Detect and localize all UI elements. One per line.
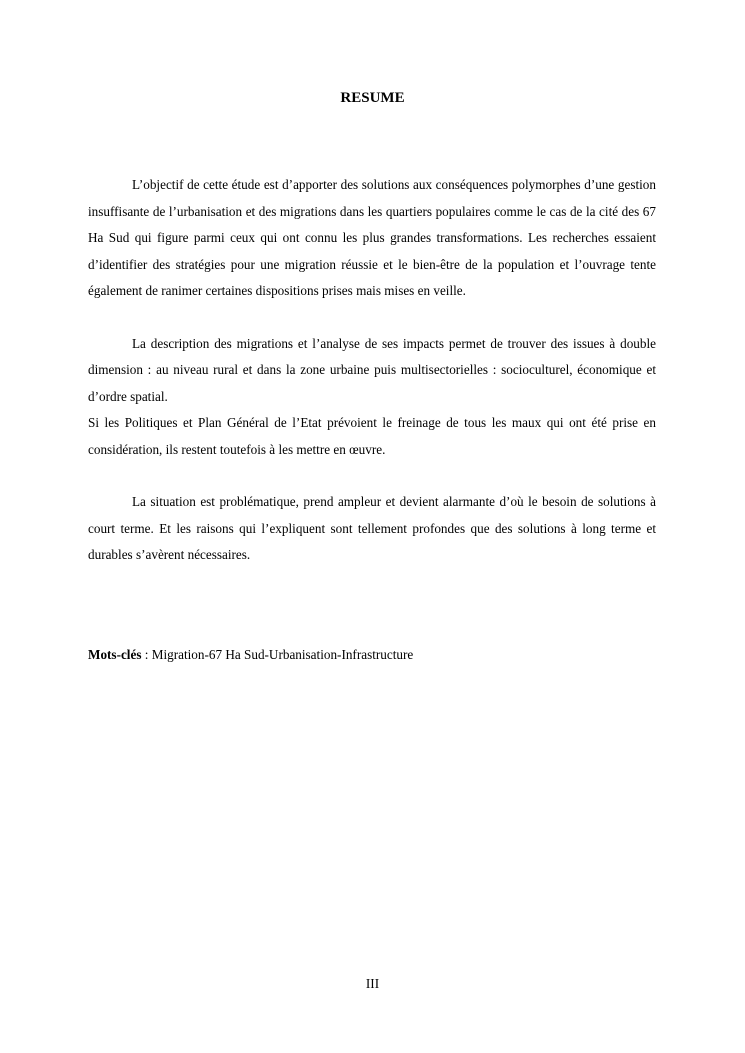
page-title: RESUME <box>340 90 405 106</box>
abstract-paragraph-4: La situation est problématique, prend ampleur et devient alarmante d’où le besoin de solutions à court terme. Et les raisons qui l’expliquent sont tellement profondes que des solutions à long terme et durables s’avèrent nécessaires. <box>88 494 656 562</box>
page-number: III <box>365 976 380 991</box>
keywords-line <box>88 644 656 666</box>
keywords-label: Mots-clés <box>88 647 142 662</box>
abstract-body <box>88 172 656 569</box>
abstract-paragraph-1: L’objectif de cette étude est d’apporter des solutions aux conséquences polymorphes d’une gestion insuffisante de l’urbanisation et des migrations dans les quartiers populaires comme le cas de la cité des 67 Ha Sud qui figure parmi ceux qui ont connu les plus grandes transformations. Les recherches essaient d’identifier des stratégies pour une migration réussie et le bien-être de la population et l’ouvrage tente également de ranimer certaines dispositions prises mais mises en veille. <box>88 177 656 298</box>
keywords-value: : Migration-67 Ha Sud-Urbanisation-Infrastructure <box>141 647 414 662</box>
abstract-paragraph-2: La description des migrations et l’analyse de ses impacts permet de trouver des issues à double dimension : au niveau rural et dans la zone urbaine puis multisectorielles : socioculturel, économique et d’ordre spatial. <box>88 335 656 404</box>
abstract-paragraph-3: Si les Politiques et Plan Général de l’Etat prévoient le freinage de tous les maux qui ont été prise en considération, ils restent toutefois à les mettre en œuvre. <box>88 415 656 457</box>
